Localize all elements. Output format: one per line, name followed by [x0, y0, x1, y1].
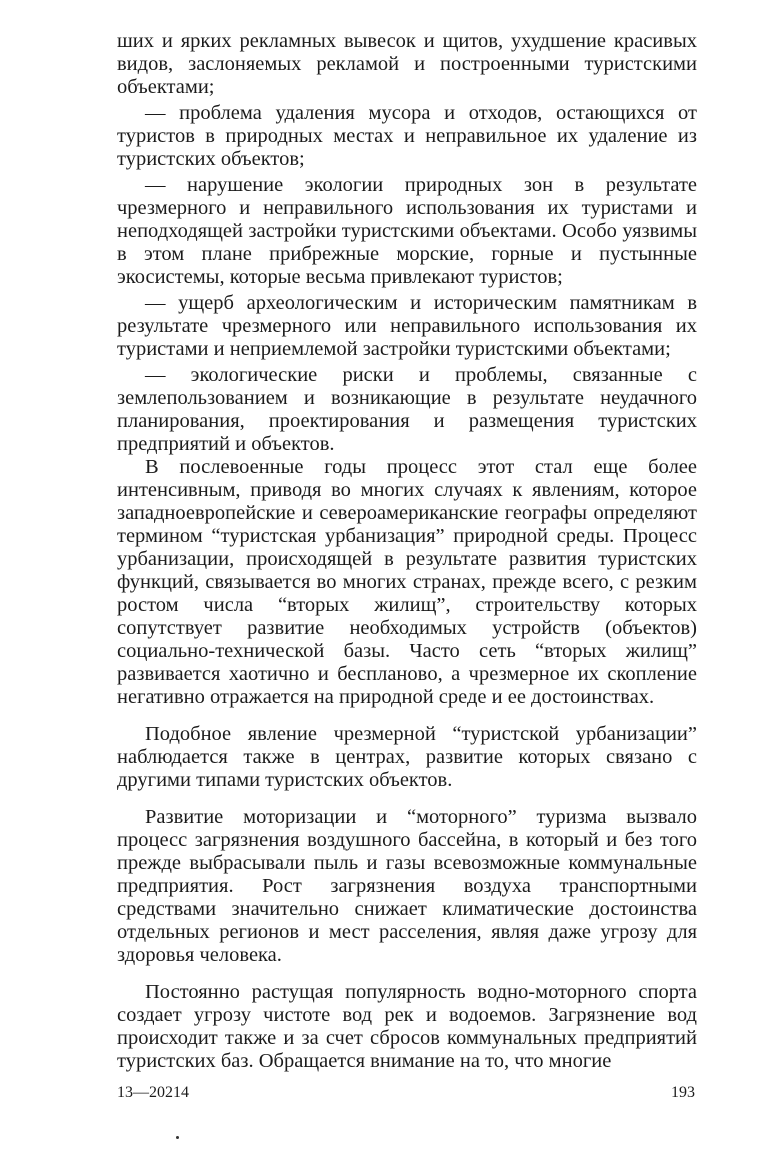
- paragraph-urbanization: В послевоенные годы процесс этот стал еще более интенсивным, приводя во многих случаях к явлениям, которое западноевропейские и североамериканские географы определяют термином “туристская урбанизация” природной среды. Процесс урбанизации, происходящей в результате развития туристских функций, связывается во многих странах, прежде всего, с резким ростом числа “вторых жилищ”, строительству которых сопутствует развитие необходимых устройств (объектов) социально-технической базы. Часто сеть “вторых жилищ” развивается хаотично и бесплановo, а чрезмерное их скопление негативно отражается на природной среде и ее достоинствах.: [117, 456, 697, 708]
- scan-speck: [176, 1136, 179, 1139]
- list-item-monuments: — ущерб археологическим и историческим памятникам в результате чрезмерного или неправильного использования их туристами и неприемлемой застройки туристскими объектами;: [117, 292, 697, 360]
- list-item-ecology: — нарушение экологии природных зон в результате чрезмерного и неправильного использования их туристами и неподходящей застройки туристскими объектами. Особо уязвимы в этом плане прибрежные морские, горные и пустынные экосистемы, которые весьма привлекают туристов;: [117, 174, 697, 288]
- paragraph-continuation: ших и ярких рекламных вывесок и щитов, ухудшение красивых видов, заслоняемых рекламой и построенными туристскими объектами;: [117, 30, 697, 98]
- list-item-risks: — экологические риски и проблемы, связанные с землепользованием и возникающие в результате неудачного планирования, проектирования и размещения туристских предприятий и объектов.: [117, 364, 697, 455]
- paragraph-water-sport: Постоянно растущая популярность водно-моторного спорта создает угрозу чистоте вод рек и водоемов. Загрязнение вод происходит также и за счет сбросов коммунальных предприятий туристских баз. Обращается внимание на то, что многие: [117, 981, 697, 1072]
- paragraph-motorization: Развитие моторизации и “моторного” туризма вызвало процесс загрязнения воздушного бассейна, в который и без того прежде выбрасывали пыль и газы всевозможные коммунальные предприятия. Рост загрязнения воздуха транспортными средствами значительно снижает климатические достоинства отдельных регионов и мест расселения, являя даже угрозу для здоровья человека.: [117, 806, 697, 966]
- printer-signature: 13—20214: [117, 1084, 189, 1101]
- page-number: 193: [671, 1084, 695, 1101]
- page-text: [117, 30, 697, 1073]
- list-item-garbage: — проблема удаления мусора и отходов, остающихся от туристов в природных местах и неправильное их удаление из туристских объектов;: [117, 102, 697, 170]
- paragraph-similar-phenomenon: Подобное явление чрезмерной “туристской урбанизации” наблюдается также в центрах, развитие которых связано с другими типами туристских объектов.: [117, 723, 697, 791]
